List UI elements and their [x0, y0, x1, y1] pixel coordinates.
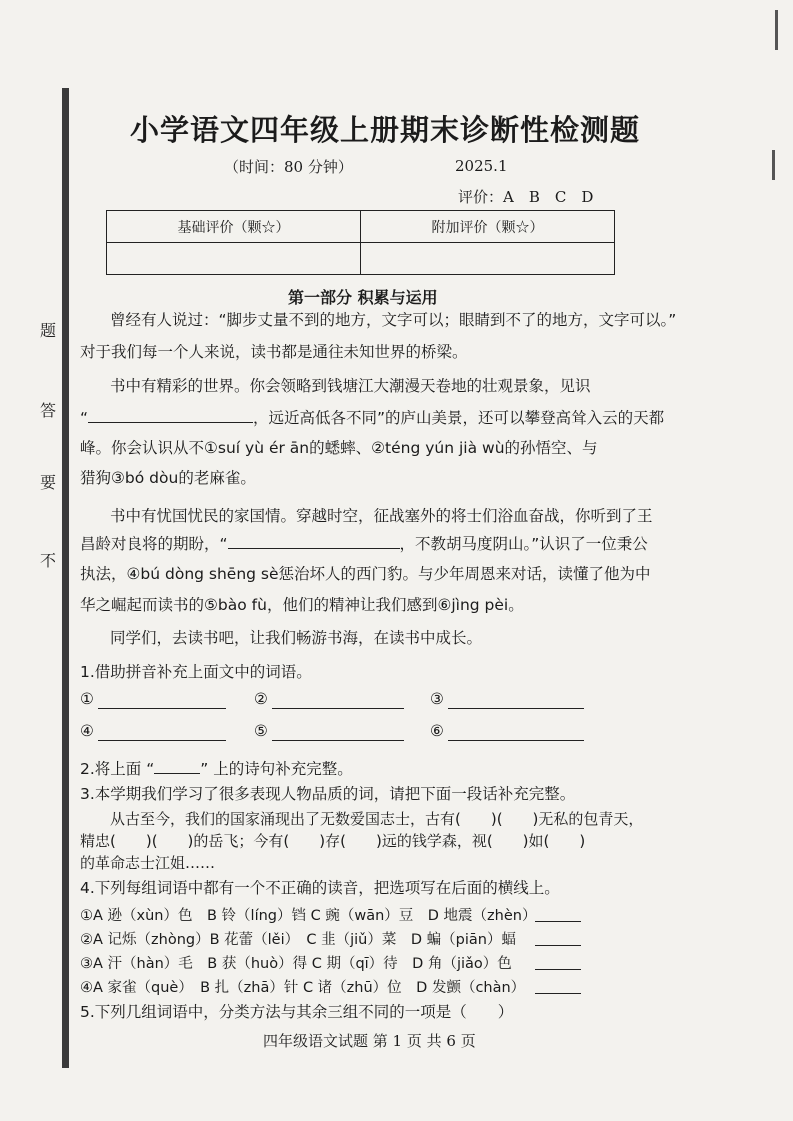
passage-text: ，不教胡马度阴山。”认识了一位秉公	[399, 535, 648, 553]
question-4-answer-line-1[interactable]	[535, 921, 581, 922]
passage-line: 书中有忧国忧民的家国情。穿越时空，征战塞外的将士们浴血奋战，你听到了王	[110, 507, 653, 525]
score-table	[106, 210, 615, 275]
binding-char-2: 答	[40, 401, 57, 420]
poem-blank-2[interactable]	[228, 548, 400, 549]
passage-text: 的孙悟空、与	[504, 439, 598, 457]
binding-char-1: 题	[40, 321, 57, 340]
passage-line	[80, 593, 524, 615]
passage-text: ，他们的精神让我们感到⑥	[266, 596, 452, 614]
scan-mark	[775, 10, 778, 50]
passage-line	[80, 562, 651, 584]
passage-text: 猎狗③	[80, 469, 125, 487]
binding-char-3: 要	[40, 473, 57, 492]
question-4-option-row: ②A 记烁（zhòng）B 花蕾（lěi） C 韭（jiǔ）菜 D 蝙（piān）蝠	[80, 932, 516, 948]
answer-line-2[interactable]	[272, 708, 404, 709]
passage-text: ，远近高低各不同”的庐山美景，还可以攀登高耸入云的天都	[253, 409, 665, 427]
passage-text: 。	[508, 596, 524, 614]
pinyin-3: bó dòu	[124, 469, 179, 487]
pinyin-2: téng yún jià wù	[385, 439, 505, 457]
passage-text: 的蟋蟀、②	[309, 439, 386, 457]
passage-line: 曾经有人说过：“脚步丈量不到的地方，文字可以；眼睛到不了的地方，文字可以。”	[110, 311, 677, 329]
question-2-post: ” 上的诗句补充完整。	[200, 760, 353, 778]
score-cell-extra[interactable]	[361, 243, 615, 275]
passage-line	[80, 466, 256, 488]
score-header-basic: 基础评价（颗☆）	[107, 211, 361, 243]
exam-time: （时间：80 分钟）	[224, 158, 353, 176]
passage-line	[80, 532, 648, 554]
page-title: 小学语文四年级上册期末诊断性检测题	[130, 113, 641, 147]
question-3-line-1: 从古至今，我们的国家涌现出了无数爱国志士，古有( )( )无私的包青天，	[110, 810, 644, 828]
score-cell-basic[interactable]	[107, 243, 361, 275]
answer-line-1[interactable]	[98, 708, 226, 709]
question-4: 4.下列每组词语中都有一个不正确的读音，把选项写在后面的横线上。	[80, 879, 560, 897]
passage-text: 执法，④	[80, 565, 141, 583]
answer-label-3: ③	[430, 690, 444, 708]
question-4-answer-line-4[interactable]	[535, 993, 581, 994]
passage-line	[80, 406, 664, 428]
passage-text: 华之崛起而读书的⑤	[80, 596, 218, 614]
answer-label-1: ①	[80, 690, 94, 708]
passage-text: 的老麻雀。	[178, 469, 256, 487]
answer-label-4: ④	[80, 722, 94, 740]
pinyin-4: bú dòng shēng sè	[140, 565, 279, 583]
question-1: 1.借助拼音补充上面文中的词语。	[80, 663, 312, 681]
question-5: 5.下列几组词语中，分类方法与其余三组不同的一项是（ ）	[80, 1003, 514, 1021]
score-header-extra: 附加评价（颗☆）	[361, 211, 615, 243]
question-2-blank[interactable]	[154, 773, 200, 774]
question-3: 3.本学期我们学习了很多表现人物品质的词，请把下面一段话补充完整。	[80, 785, 576, 803]
question-2	[80, 757, 353, 779]
question-4-option-row: ①A 逊（xùn）色 B 铃（líng）铛 C 豌（wān）豆 D 地震（zhèn）	[80, 908, 537, 924]
scan-mark	[772, 150, 775, 180]
answer-label-2: ②	[254, 690, 268, 708]
answer-line-5[interactable]	[272, 740, 404, 741]
question-3-line-2: 精忠( )( )的岳飞；今有( )存( )远的钱学森，视( )如( )	[80, 832, 586, 850]
question-4-answer-line-3[interactable]	[535, 969, 581, 970]
exam-date: 2025.1	[455, 157, 508, 175]
passage-line: 对于我们每一个人来说，读书都是通往未知世界的桥梁。	[80, 343, 468, 361]
page-footer: 四年级语文试题 第 1 页 共 6 页	[263, 1032, 476, 1050]
question-4-answer-line-2[interactable]	[535, 945, 581, 946]
passage-text: 惩治坏人的西门豹。与少年周恩来对话，读懂了他为中	[278, 565, 651, 583]
passage-line	[80, 436, 598, 458]
pinyin-1: suí yù ér ān	[217, 439, 310, 457]
passage-text: 峰。你会认识从不①	[80, 439, 218, 457]
answer-label-6: ⑥	[430, 722, 444, 740]
question-4-option-row: ④A 家雀（què） B 扎（zhā）针 C 诸（zhū）位 D 发颤（chàn）	[80, 980, 526, 996]
answer-line-4[interactable]	[98, 740, 226, 741]
question-4-option-row: ③A 汗（hàn）毛 B 获（huò）得 C 期（qī）待 D 角（jiǎo）色	[80, 956, 512, 972]
section-heading: 第一部分 积累与运用	[288, 288, 438, 307]
quote-open: “	[80, 409, 89, 427]
binding-char-4: 不	[40, 551, 57, 570]
passage-text: 昌龄对良将的期盼，“	[80, 535, 228, 553]
question-3-line-3: 的革命志士江姐……	[80, 854, 216, 872]
answer-line-6[interactable]	[448, 740, 584, 741]
answer-label-5: ⑤	[254, 722, 268, 740]
answer-line-3[interactable]	[448, 708, 584, 709]
passage-line: 书中有精彩的世界。你会领略到钱塘江大潮漫天卷地的壮观景象，见识	[110, 377, 591, 395]
passage-line: 同学们，去读书吧，让我们畅游书海，在读书中成长。	[110, 629, 483, 647]
poem-blank-1[interactable]	[88, 422, 253, 423]
question-2-pre: 2.将上面 “	[80, 760, 155, 778]
pinyin-6: jìng pèi	[451, 596, 509, 614]
pinyin-5: bào fù	[217, 596, 267, 614]
rating-scale: 评价：A B C D	[458, 188, 594, 206]
binding-line	[62, 88, 69, 1068]
